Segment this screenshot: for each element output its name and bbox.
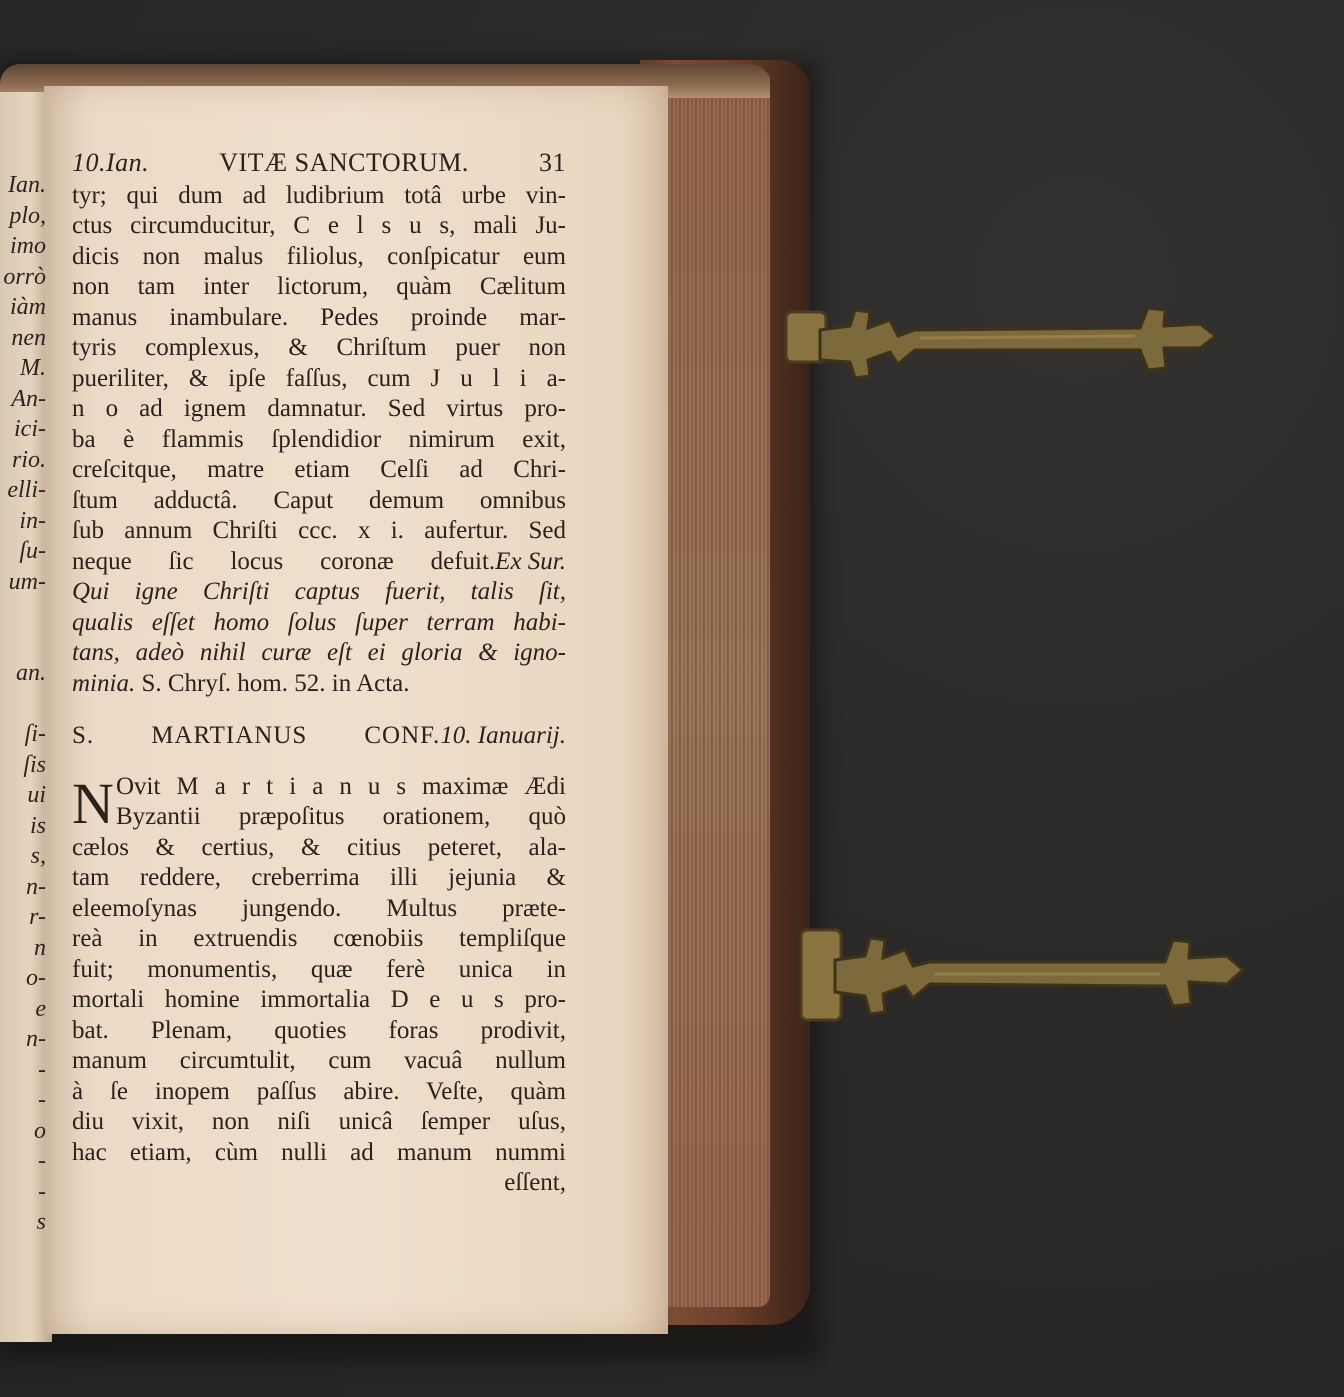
dropcap-line-1: Ovit M a r t i a n u s maximæ Ædi (116, 772, 566, 800)
left-fragment: Ian. (8, 172, 46, 198)
text-line: ba è flammis ſplendidior nimirum exit, (72, 425, 566, 453)
left-fragment (0, 597, 46, 628)
left-fragment: orrò (3, 263, 46, 290)
left-fragment: plo, (9, 202, 46, 229)
header-date: 10.Ian. (72, 148, 150, 177)
left-fragment: ui (27, 782, 46, 808)
page-fore-edges (660, 72, 770, 1307)
left-fragment: e (35, 995, 46, 1022)
quote-last-word: minia. (72, 669, 136, 697)
page-text-block (72, 148, 566, 1199)
body-line: mortali homine immortalia D e u s pro- (72, 986, 566, 1013)
quote-line: qualis eſſet homo ſolus ſuper terram habi- (72, 608, 566, 636)
left-fragment: rio. (11, 446, 46, 473)
upper-brass-clasp (780, 290, 1230, 400)
left-fragment: ſu- (19, 538, 46, 564)
section-date: 10. Ianuarij. (440, 722, 566, 749)
lower-brass-clasp (795, 920, 1255, 1030)
left-fragment: n- (26, 873, 46, 900)
text-line: tyris complexus, & Chriſtum puer non (72, 334, 566, 361)
left-fragment: imo (10, 233, 46, 259)
dropcap-paragraph (72, 770, 566, 836)
left-fragment: nen (11, 324, 46, 351)
body-line: à ſe inopem paſſus abire. Veſte, quàm (72, 1077, 566, 1105)
text-line: n o ad ignem damnatur. Sed virtus pro- (72, 395, 566, 422)
source-reference: Ex Sur. (495, 547, 566, 575)
left-fragment: elli- (7, 477, 46, 503)
left-fragment: o (34, 1117, 46, 1144)
text-line: manus inambulare. Pedes proinde mar- (72, 303, 566, 331)
paragraph-end-line (72, 547, 566, 578)
left-fragment (0, 689, 46, 720)
text-line: non tam inter lictorum, quàm Cælitum (72, 273, 566, 300)
left-fragment: - (38, 1148, 46, 1174)
left-fragment: an. (16, 660, 46, 686)
text-line: ſub annum Chriſti ccc. x i. aufertur. Sed (72, 517, 566, 544)
left-fragment (0, 628, 46, 659)
quote-line: Qui igne Chriſti captus fuerit, talis ſit, (72, 578, 566, 605)
left-fragment: ſi- (24, 721, 46, 747)
left-fragment: iàm (10, 294, 46, 320)
body-line: cælos & certius, & citius peteret, ala- (72, 833, 566, 861)
dropcap-line-2: Byzantii præpoſitus orationem, quò (116, 803, 566, 830)
left-fragment: - (38, 1087, 46, 1113)
body-line: tam reddere, creberrima illi jejunia & (72, 864, 566, 891)
body-line: manum circumtulit, cum vacuâ nullum (72, 1047, 566, 1074)
section-title: S. MARTIANUS CONF. (72, 722, 441, 749)
section-heading (72, 721, 566, 752)
body-line: fuit; monumentis, quæ ferè unica in (72, 955, 566, 983)
left-fragment: r- (29, 904, 46, 930)
body-line: reà in extruendis cœnobiis templiſque (72, 925, 566, 952)
quotation (72, 577, 566, 669)
text-line: tyr; qui dum ad ludibrium totâ urbe vin- (72, 181, 566, 209)
text-line: pueriliter, & ipſe faſſus, cum J u l i a- (72, 364, 566, 392)
body-paragraph (72, 833, 566, 1169)
body-line: bat. Plenam, quoties foras prodivit, (72, 1016, 566, 1044)
left-fragment: s, (30, 843, 46, 869)
page-number: 31 (538, 148, 566, 177)
quote-source: S. Chryſ. hom. 52. in Acta. (141, 669, 410, 697)
left-fragment: is (29, 812, 46, 839)
body-line: diu vixit, non niſi unicâ ſemper uſus, (72, 1108, 566, 1135)
body-line: eleemoſynas jungendo. Multus præte- (72, 894, 566, 922)
left-page-text-fragments (0, 170, 46, 1238)
left-fragment: ſis (23, 751, 46, 778)
body-line: hac etiam, cùm nulli ad manum nummi (72, 1138, 566, 1166)
left-fragment: o- (26, 965, 46, 991)
paragraph-continuation (72, 181, 566, 547)
dropcap-letter: N (72, 770, 114, 836)
quote-line: tans, adeò nihil curæ eſt ei gloria & igno- (72, 639, 566, 666)
left-fragment: in- (19, 507, 46, 534)
paragraph-last-line: neque ſic locus coronæ defuit. (72, 547, 496, 575)
header-title: VITÆ SANCTORUM. (219, 148, 469, 177)
left-fragment: M. (20, 355, 46, 381)
catchword: eſſent, (504, 1169, 566, 1196)
left-fragment: um- (8, 568, 46, 595)
text-line: ſtum adductâ. Caput demum omnibus (72, 486, 566, 514)
quote-source-line (72, 669, 566, 700)
left-fragment: - (38, 1056, 46, 1083)
left-fragment: ici- (14, 416, 46, 442)
running-header (72, 148, 566, 179)
left-fragment: n- (26, 1026, 46, 1052)
text-line: creſcitque, matre etiam Celſi ad Chri- (72, 456, 566, 483)
text-line: dicis non malus filiolus, conſpicatur eum (72, 242, 566, 270)
left-fragment: s (36, 1209, 46, 1235)
left-fragment: An- (11, 385, 46, 412)
left-fragment: n (34, 934, 46, 961)
text-line: ctus circumducitur, C e l s u s, mali Ju- (72, 212, 566, 239)
left-fragment: - (38, 1178, 46, 1205)
